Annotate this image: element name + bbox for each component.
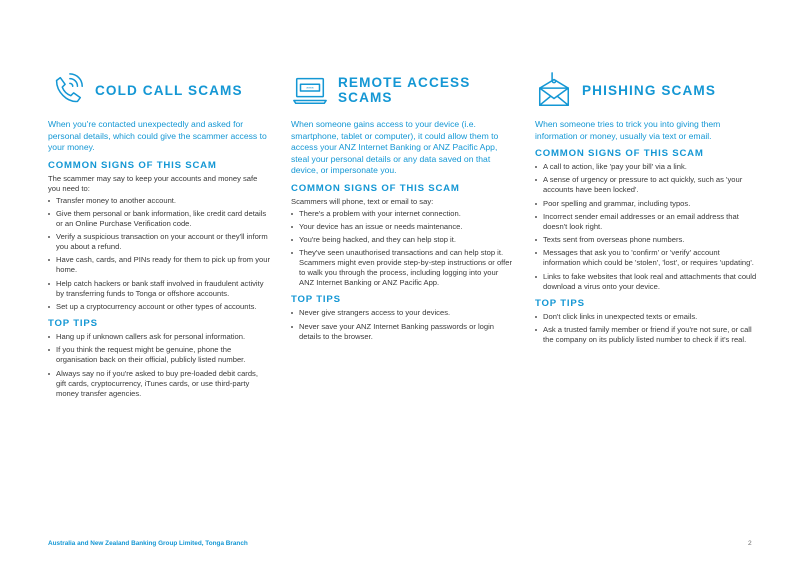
- list-item: Messages that ask you to 'confirm' or 'verify' account information which could be 'stolen', 'lost', or requires 'updating'.: [535, 248, 757, 268]
- signs-heading: COMMON SIGNS OF THIS SCAM: [535, 148, 704, 159]
- list-item: They've seen unauthorised transactions and can help stop it. Scammers might even provide step-by-step instructions or offer to walk you through the process, including logging into your ANZ Internet Banking or ANZ Pacific App.: [291, 248, 513, 288]
- list-item: Ask a trusted family member or friend if you're not sure, or call the company on its publicly listed number to check if it's real.: [535, 325, 757, 345]
- list-item: Have cash, cards, and PINs ready for them to pick up from your home.: [48, 255, 270, 275]
- section-header: [291, 62, 513, 118]
- signs-list: [48, 196, 270, 312]
- list-item: There's a problem with your internet connection.: [291, 209, 513, 219]
- list-item: Poor spelling and grammar, including typos.: [535, 199, 757, 209]
- list-item: Always say no if you're asked to buy pre-loaded debit cards, gift cards, cryptocurrency, iTunes cards, or use third-party money transfer agencies.: [48, 369, 270, 399]
- list-item: Never give strangers access to your devices.: [291, 308, 513, 318]
- phishing-scams-section: [535, 62, 757, 351]
- list-item: Help catch hackers or bank staff involved in fraudulent activity by transferring funds to Tonga or offshore accounts.: [48, 279, 270, 299]
- tips-heading: TOP TIPS: [48, 317, 98, 329]
- section-title: COLD CALL SCAMS: [95, 82, 243, 98]
- list-item: Transfer money to another account.: [48, 196, 270, 206]
- list-item: Links to fake websites that look real and attachments that could download a virus onto your device.: [535, 272, 757, 292]
- section-intro: When someone gains access to your device (i.e. smartphone, tablet or computer), it could allow them to access your ANZ Internet Banking or ANZ Pacific App, steal your personal details or any data saved on that device, or impersonate you.: [291, 119, 499, 175]
- section-intro: When someone tries to trick you into giving them information or money, usually via text or email.: [535, 119, 721, 141]
- list-item: Don't click links in unexpected texts or emails.: [535, 312, 757, 322]
- tips-list: [291, 308, 513, 341]
- remote-access-laptop-icon: [291, 71, 329, 109]
- section-title: REMOTE ACCESS SCAMS: [338, 75, 471, 105]
- list-item: You're being hacked, and they can help stop it.: [291, 235, 513, 245]
- list-item: A sense of urgency or pressure to act quickly, such as 'your accounts have been locked'.: [535, 175, 757, 195]
- section-header: [48, 62, 270, 118]
- tips-list: [535, 312, 757, 345]
- list-item: Your device has an issue or needs maintenance.: [291, 222, 513, 232]
- signs-heading: COMMON SIGNS OF THIS SCAM: [291, 182, 460, 194]
- cold-call-scams-section: [48, 62, 270, 405]
- svg-text:****: ****: [306, 87, 314, 92]
- footer-company: Australia and New Zealand Banking Group Limited, Tonga Branch: [48, 540, 248, 547]
- list-item: Texts sent from overseas phone numbers.: [535, 235, 757, 245]
- signs-heading: COMMON SIGNS OF THIS SCAM: [48, 159, 217, 171]
- tips-heading: TOP TIPS: [291, 294, 341, 306]
- list-item: If you think the request might be genuine, phone the organisation back on their official, publicly listed number.: [48, 345, 270, 365]
- signs-intro: The scammer may say to keep your accounts and money safe you need to:: [48, 173, 258, 193]
- section-header: [535, 62, 757, 118]
- section-title: PHISHING SCAMS: [582, 82, 716, 98]
- phishing-envelope-icon: [535, 71, 573, 109]
- signs-list: [291, 209, 513, 289]
- list-item: Never save your ANZ Internet Banking passwords or login details to the browser.: [291, 322, 513, 342]
- remote-access-scams-section: [291, 62, 513, 348]
- list-item: Give them personal or bank information, like credit card details or an Online Purchase Verification code.: [48, 209, 270, 229]
- signs-intro: Scammers will phone, text or email to say:: [291, 196, 434, 206]
- tips-heading: TOP TIPS: [535, 297, 585, 309]
- signs-list: [535, 162, 757, 292]
- tips-list: [48, 332, 270, 399]
- list-item: A call to action, like 'pay your bill' via a link.: [535, 162, 757, 172]
- section-intro: When you're contacted unexpectedly and asked for personal details, which could give the scammer access to your money.: [48, 119, 267, 152]
- list-item: Incorrect sender email addresses or an email address that doesn't look right.: [535, 212, 757, 232]
- page-number: 2: [748, 540, 752, 547]
- list-item: Verify a suspicious transaction on your account or they'll inform you about a refund.: [48, 232, 270, 252]
- list-item: Set up a cryptocurrency account or other types of accounts.: [48, 302, 270, 312]
- phone-call-icon: [48, 71, 86, 109]
- list-item: Hang up if unknown callers ask for personal information.: [48, 332, 270, 342]
